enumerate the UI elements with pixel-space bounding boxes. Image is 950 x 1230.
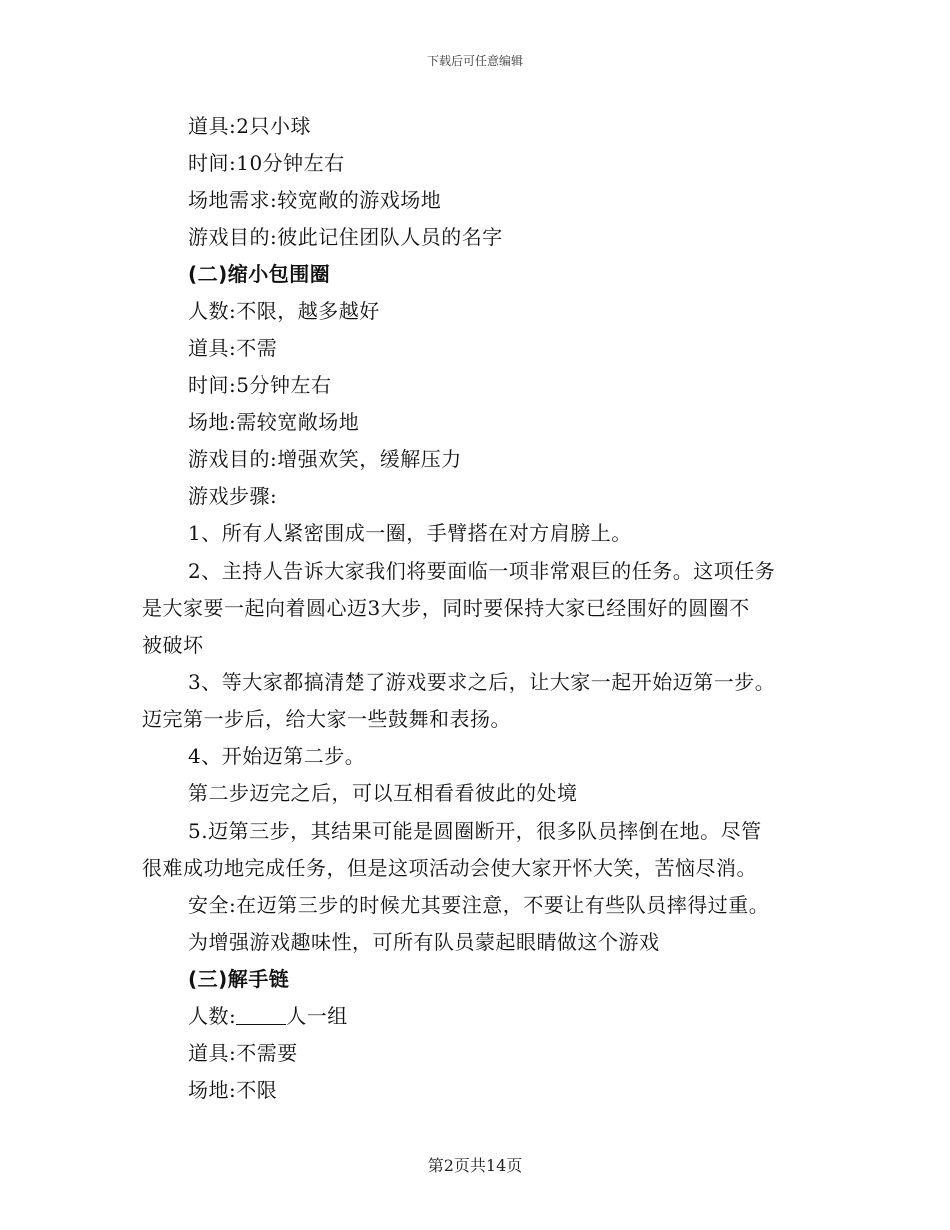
text-line: 被破坏 [142, 633, 204, 657]
text-line: 游戏目的:增强欢笑，缓解压力 [188, 447, 462, 471]
page-footer: 第2页共14页 [427, 1156, 523, 1175]
people-label: 人数: [188, 1004, 237, 1028]
text-line: 迈完第一步后，给大家一些鼓舞和表扬。 [142, 707, 511, 731]
text-line: 时间:5分钟左右 [188, 373, 332, 397]
text-line: 场地:需较宽敞场地 [188, 410, 360, 434]
section-heading: (三)解手链 [188, 967, 290, 991]
section-heading: (二)缩小包围圈 [188, 262, 331, 286]
text-line: 场地需求:较宽敞的游戏场地 [188, 188, 442, 212]
page-header: 下载后可任意编辑 [426, 54, 523, 68]
text-line [188, 1003, 868, 1029]
text-line: 人数:不限，越多越好 [188, 299, 380, 323]
text-line: 4、开始迈第二步。 [188, 744, 366, 768]
text-line: 道具:不需要 [188, 1041, 298, 1065]
text-line: 道具:2只小球 [188, 114, 311, 138]
text-line: 安全:在迈第三步的时候尤其要注意，不要让有些队员摔得过重。 [188, 893, 770, 917]
text-line: 1、所有人紧密围成一圈，手臂搭在对方肩膀上。 [188, 521, 632, 545]
text-line: 5.迈第三步，其结果可能是圆圈断开，很多队员摔倒在地。尽管 [188, 819, 762, 843]
text-line: 时间:10分钟左右 [188, 151, 345, 175]
text-line: 3、等大家都搞清楚了游戏要求之后，让大家一起开始迈第一步。 [188, 670, 776, 694]
text-line: 很难成功地完成任务，但是这项活动会使大家开怀大笑，苦恼尽消。 [142, 856, 757, 880]
text-line: 2、主持人告诉大家我们将要面临一项非常艰巨的任务。这项任务 [188, 559, 776, 583]
text-line: 场地:不限 [188, 1078, 278, 1102]
fill-in-blank [236, 1006, 286, 1025]
text-line: 游戏目的:彼此记住团队人员的名字 [188, 225, 503, 249]
text-line: 是大家要一起向着圆心迈3大步，同时要保持大家已经围好的圆圈不 [142, 596, 750, 620]
text-line: 第二步迈完之后，可以互相看看彼此的处境 [188, 781, 578, 805]
text-line: 道具:不需 [188, 336, 278, 360]
text-line: 游戏步骤: [188, 484, 278, 508]
people-suffix: 人一组 [286, 1004, 348, 1028]
text-line: 为增强游戏趣味性，可所有队员蒙起眼睛做这个游戏 [188, 930, 660, 954]
